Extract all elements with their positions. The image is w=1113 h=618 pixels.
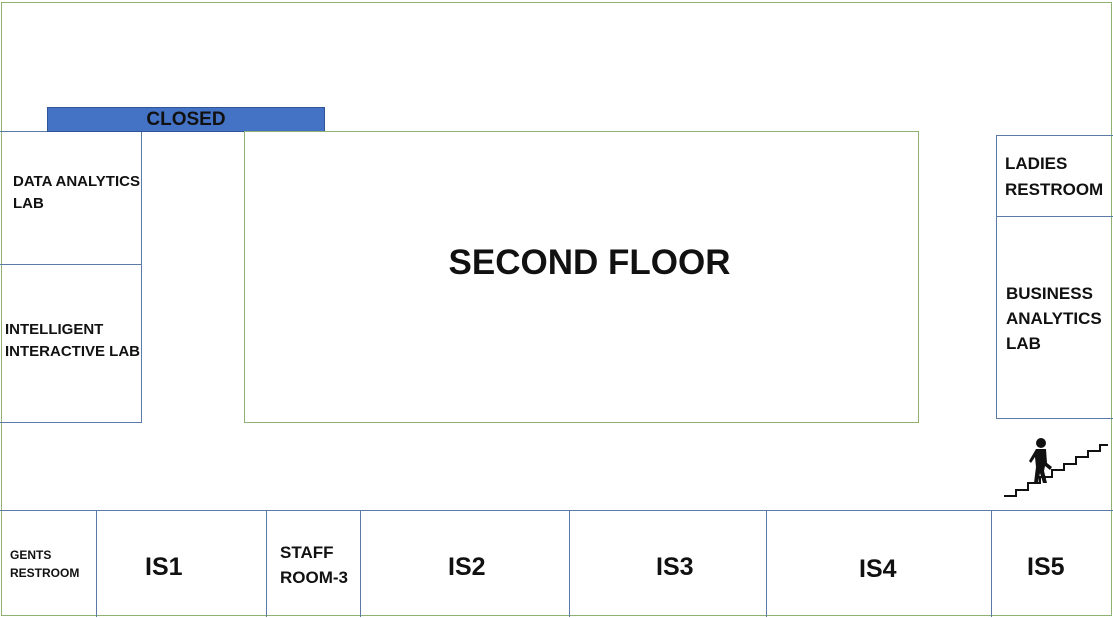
floor-title: SECOND FLOOR (448, 243, 731, 282)
label-business-analytics-lab: BUSINESS ANALYTICS LAB (1006, 284, 1102, 353)
label-intelligent-interactive-lab: INTELLIGENT INTERACTIVE LAB (5, 321, 140, 360)
closed-banner (47, 107, 325, 132)
label-is2: IS2 (448, 553, 486, 581)
label-staff-room-3: STAFF ROOM-3 (280, 543, 348, 587)
label-is1: IS1 (145, 553, 183, 581)
label-is3: IS3 (656, 553, 694, 581)
label-is5: IS5 (1027, 553, 1065, 581)
second-floor-area (244, 131, 919, 423)
label-ladies-restroom: LADIES RESTROOM (1005, 154, 1104, 199)
stairs-person-icon[interactable] (1002, 437, 1110, 499)
label-is4: IS4 (859, 555, 897, 583)
closed-label: CLOSED (146, 108, 226, 130)
label-data-analytics-lab: DATA ANALYTICS LAB (13, 173, 140, 212)
label-gents-restroom: GENTS RESTROOM (10, 548, 80, 580)
